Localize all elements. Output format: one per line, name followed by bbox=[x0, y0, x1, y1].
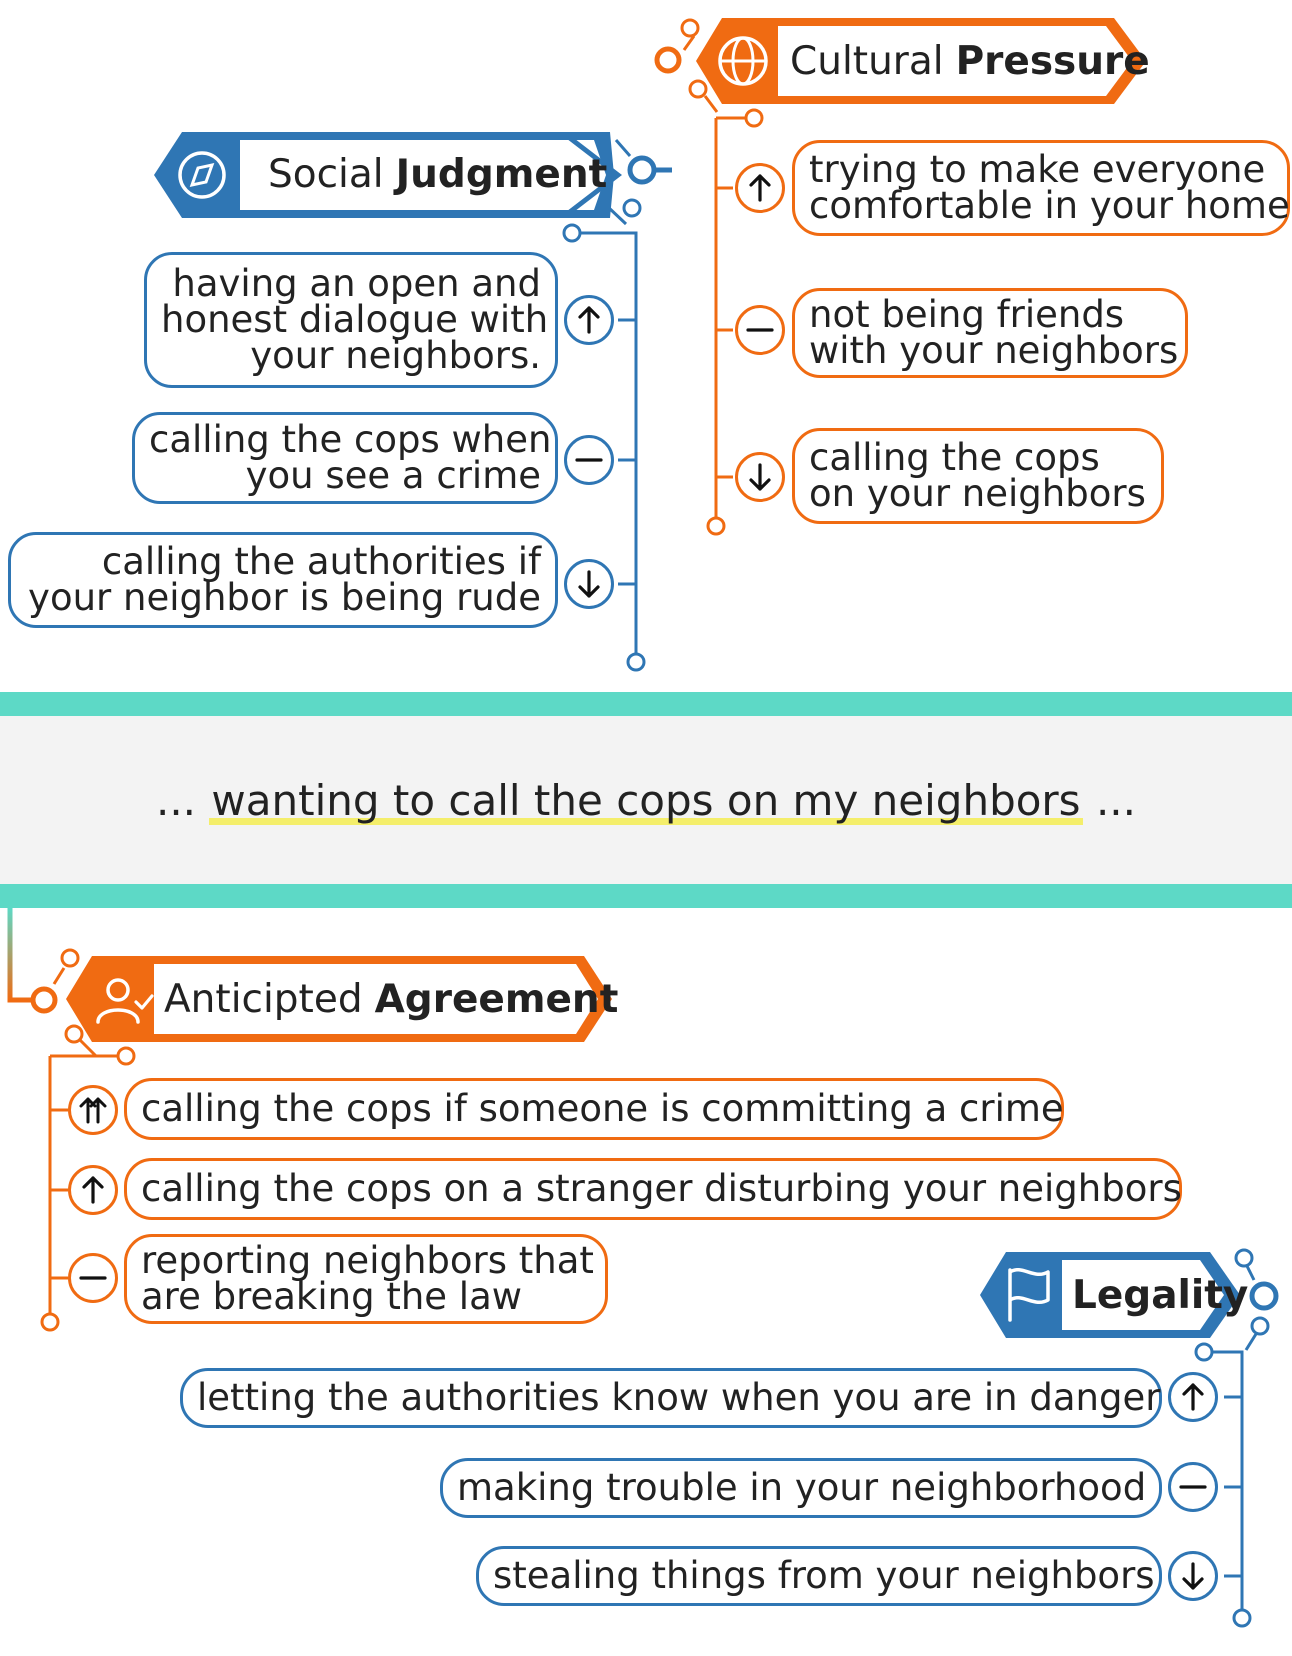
item-line: calling the authorities if bbox=[101, 540, 541, 583]
cultural-pressure-label bbox=[790, 32, 1150, 90]
central-statement bbox=[0, 716, 1292, 884]
item-line: are breaking the law bbox=[141, 1275, 523, 1318]
minus-icon bbox=[564, 435, 614, 485]
anticipated-agreement-item-1 bbox=[124, 1078, 1064, 1140]
legality-item-1 bbox=[180, 1368, 1162, 1428]
item-line: trying to make everyone bbox=[809, 148, 1266, 191]
anticipated-agreement-label bbox=[164, 970, 618, 1028]
down-arrow-icon bbox=[735, 452, 785, 502]
legality-label-bold: Legality bbox=[1072, 1272, 1249, 1318]
social-judgment-item-3 bbox=[8, 532, 558, 628]
item-line: not being friends bbox=[809, 293, 1125, 336]
central-prefix: ... bbox=[155, 775, 197, 825]
item-line: stealing things from your neighbors bbox=[493, 1554, 1155, 1597]
down-arrow-icon bbox=[564, 559, 614, 609]
item-line: on your neighbors bbox=[809, 472, 1146, 515]
cultural-pressure-label-regular: Cultural bbox=[790, 38, 944, 84]
item-line: you see a crime bbox=[245, 454, 541, 497]
central-highlight-text: wanting to call the cops on my neighbors bbox=[211, 775, 1081, 825]
item-line: your neighbors. bbox=[250, 334, 541, 377]
minus-icon bbox=[68, 1253, 118, 1303]
legality-item-3 bbox=[476, 1546, 1162, 1606]
up-arrow-icon bbox=[735, 163, 785, 213]
double-up-arrow-icon bbox=[68, 1085, 118, 1135]
social-judgment-label-bold: Judgment bbox=[395, 151, 608, 197]
up-arrow-icon bbox=[1168, 1372, 1218, 1422]
legality-item-2 bbox=[440, 1458, 1162, 1518]
item-line: with your neighbors bbox=[809, 329, 1179, 372]
central-top-band bbox=[0, 692, 1292, 716]
social-judgment-item-2 bbox=[132, 412, 558, 504]
anticipated-agreement-item-2 bbox=[124, 1158, 1182, 1220]
central-bottom-band bbox=[0, 884, 1292, 908]
item-line: making trouble in your neighborhood bbox=[457, 1466, 1147, 1509]
anticipated-agreement-item-3 bbox=[124, 1234, 608, 1324]
legality-label bbox=[1072, 1266, 1248, 1324]
item-line: reporting neighbors that bbox=[141, 1239, 594, 1282]
item-line: your neighbor is being rude bbox=[28, 576, 541, 619]
central-suffix: ... bbox=[1095, 775, 1136, 825]
cultural-pressure-item-1 bbox=[792, 140, 1290, 236]
social-judgment-item-1 bbox=[144, 252, 558, 388]
anticipated-agreement-label-regular: Anticipted bbox=[164, 976, 363, 1022]
anticipated-agreement-label-bold: Agreement bbox=[374, 976, 619, 1022]
item-line: honest dialogue with bbox=[161, 298, 549, 341]
item-line: letting the authorities know when you are in danger bbox=[197, 1376, 1161, 1419]
social-judgment-label-regular: Social bbox=[268, 151, 384, 197]
up-arrow-icon bbox=[68, 1165, 118, 1215]
item-line: calling the cops when bbox=[149, 418, 552, 461]
minus-icon bbox=[1168, 1462, 1218, 1512]
item-line: comfortable in your home bbox=[809, 184, 1290, 227]
item-line: calling the cops bbox=[809, 436, 1100, 479]
up-arrow-icon bbox=[564, 295, 614, 345]
item-line: calling the cops if someone is committing a crime bbox=[141, 1087, 1064, 1130]
social-judgment-label bbox=[268, 146, 607, 202]
down-arrow-icon bbox=[1168, 1551, 1218, 1601]
minus-icon bbox=[735, 305, 785, 355]
cultural-pressure-item-2 bbox=[792, 288, 1188, 378]
cultural-pressure-label-bold: Pressure bbox=[955, 38, 1150, 84]
item-line: calling the cops on a stranger disturbing your neighbors bbox=[141, 1167, 1182, 1210]
item-line: having an open and bbox=[172, 262, 541, 305]
cultural-pressure-item-3 bbox=[792, 428, 1164, 524]
